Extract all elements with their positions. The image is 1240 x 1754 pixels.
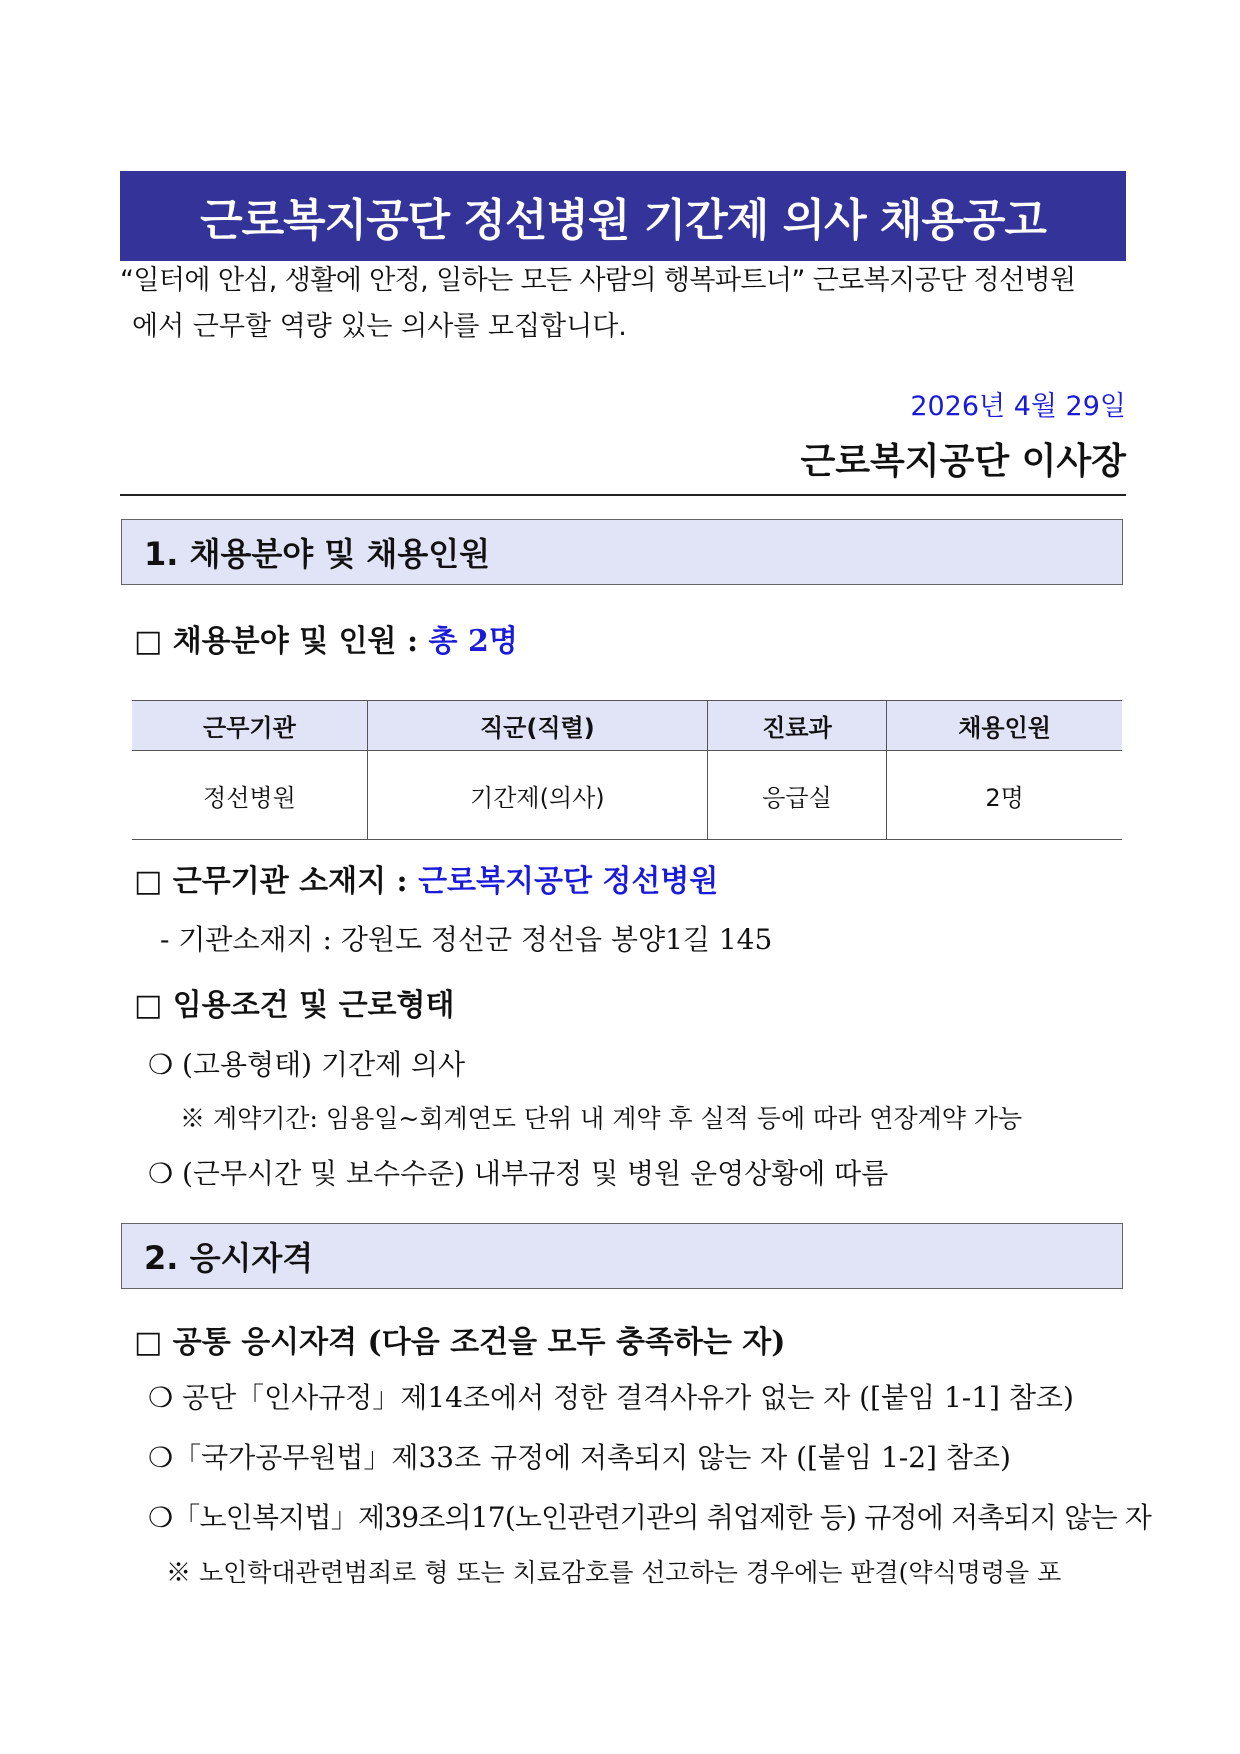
- qualification-item-2: ❍「국가공무원법」제33조 규정에 저촉되지 않는 자 ([붙임 1-2] 참조): [148, 1441, 1011, 1474]
- cell-headcount: 2명: [887, 751, 1122, 840]
- work-hours: ❍ (근무시간 및 보수수준) 내부규정 및 병원 운영상황에 따름: [148, 1157, 889, 1190]
- col-header-job-group: 직군(직렬): [367, 701, 707, 751]
- section-2-heading: 2. 응시자격: [121, 1223, 1123, 1289]
- section-1-heading: 1. 채용분야 및 채용인원: [121, 519, 1123, 585]
- intro-line-2: 에서 근무할 역량 있는 의사를 모집합니다.: [132, 311, 627, 342]
- cell-department: 응급실: [707, 751, 886, 840]
- conditions-heading: □ 임용조건 및 근로형태: [134, 988, 455, 1023]
- announcement-date: 2026년 4월 29일: [910, 391, 1126, 422]
- cell-job-group: 기간제(의사): [367, 751, 707, 840]
- divider: [120, 494, 1126, 496]
- cell-institution: 정선병원: [132, 751, 367, 840]
- common-qualification-heading: □ 공통 응시자격 (다음 조건을 모두 충족하는 자): [134, 1325, 786, 1360]
- location-label: □ 근무기관 소재지 :: [134, 864, 419, 899]
- recruit-summary: [134, 616, 518, 660]
- qualification-item-3: ❍「노인복지법」제39조의17(노인관련기관의 취업제한 등) 규정에 저촉되지 않는 자: [148, 1501, 1152, 1534]
- location-summary: [134, 856, 718, 900]
- page-title: 근로복지공단 정선병원 기간제 의사 채용공고: [120, 171, 1126, 261]
- address-line: - 기관소재지 : 강원도 정선군 정선읍 봉양1길 145: [160, 923, 773, 956]
- employment-type: ❍ (고용형태) 기간제 의사: [148, 1048, 466, 1081]
- intro-paragraph: [120, 258, 1126, 350]
- qualification-item-1: ❍ 공단「인사규정」제14조에서 정한 결격사유가 없는 자 ([붙임 1-1] 참조): [148, 1381, 1074, 1414]
- contract-note: ※ 계약기간: 임용일~회계연도 단위 내 계약 후 실적 등에 따라 연장계약 가능: [180, 1104, 1023, 1133]
- issuer-name: 근로복지공단 이사장: [800, 441, 1126, 482]
- recruitment-table: [132, 700, 1122, 840]
- intro-line-1: “일터에 안심, 생활에 안정, 일하는 모든 사람의 행복파트너” 근로복지공단 정선병원: [120, 265, 1076, 296]
- location-value: 근로복지공단 정선병원: [418, 864, 719, 899]
- table-header-row: [132, 701, 1122, 751]
- recruit-value: 총 2명: [428, 624, 518, 659]
- qualification-note: ※ 노인학대관련범죄로 형 또는 치료감호를 선고하는 경우에는 판결(약식명령을 포: [166, 1558, 1062, 1587]
- col-header-headcount: 채용인원: [887, 701, 1122, 751]
- table-row: [132, 751, 1122, 840]
- recruit-label: □ 채용분야 및 인원 :: [134, 624, 429, 659]
- col-header-department: 진료과: [707, 701, 886, 751]
- col-header-institution: 근무기관: [132, 701, 367, 751]
